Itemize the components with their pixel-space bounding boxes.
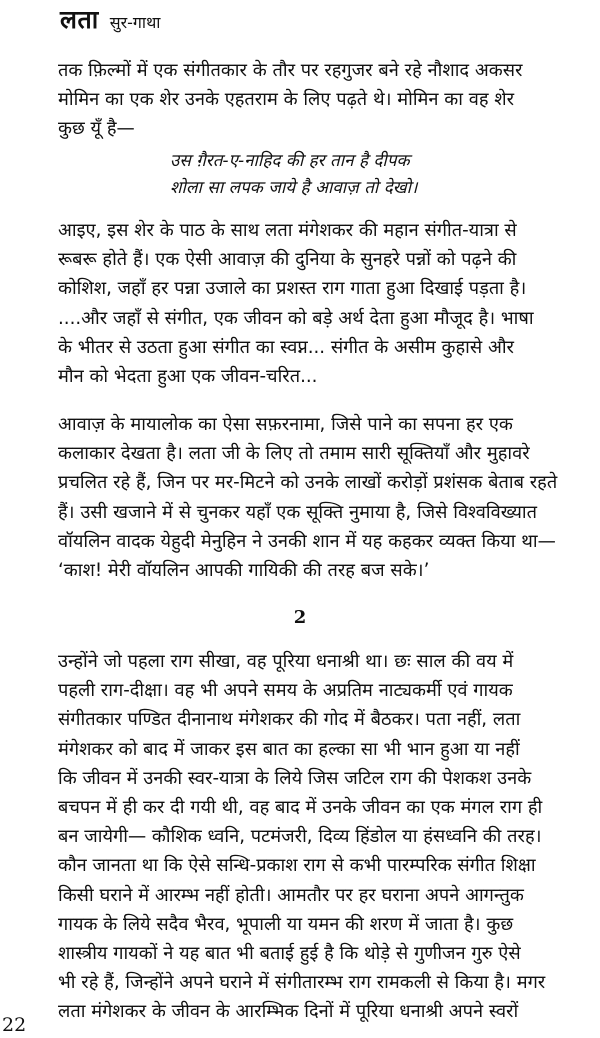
text-line: कि जीवन में उनकी स्वर-यात्रा के लिये जिस जटिल राग की पेशकश उनके	[58, 767, 532, 789]
running-header	[60, 2, 160, 36]
text-line: प्रचलित रहे हैं, जिन पर मर-मिटने को उनके लाखों करोड़ों प्रशंसक बेताब रहते	[58, 472, 558, 494]
text-line: मौन को भेदता हुआ एक जीवन-चरित...	[58, 365, 318, 387]
text-line: कलाकार देखता है। लता जी के लिए तो तमाम सारी सूक्तियाँ और मुहावरे	[58, 443, 530, 465]
section-number: 2	[293, 607, 307, 628]
book-title: लता	[60, 5, 99, 34]
paragraph-intro	[58, 56, 596, 144]
paragraph-four	[58, 647, 596, 1026]
text-line: शास्त्रीय गायकों ने यह बात भी बताई हुई है कि थोड़े से गुणीजन गुरु ऐसे	[58, 942, 521, 964]
page-number: 22	[2, 1014, 27, 1036]
text-line: भी रहे हैं, जिन्होंने अपने घराने में संगीतारम्भ राग रामकली से किया है। मगर	[58, 972, 546, 994]
text-line: पहली राग-दीक्षा। वह भी अपने समय के अप्रतिम नाट्यकर्मी एवं गायक	[58, 680, 513, 702]
text-line: संगीतकार पण्डित दीनानाथ मंगेशकर की गोद में बैठकर। पता नहीं, लता	[58, 709, 521, 731]
text-line: कोशिश, जहाँ हर पन्ना उजाले का प्रशस्त राग गाता हुआ दिखाई पड़ता है।	[58, 278, 527, 300]
text-line: उन्होंने जो पहला राग सीखा, वह पूरिया धनाश्री था। छः साल की वय में	[58, 651, 514, 672]
text-line: के भीतर से उठता हुआ संगीत का स्वप्न... संगीत के असीम कुहासे और	[58, 336, 514, 358]
couplet-line: शोला सा लपक जाये है आवाज़ तो देखो।	[170, 178, 418, 198]
text-line: कुछ यूँ है—	[58, 118, 135, 140]
text-line: लता मंगेशकर के जीवन के आरम्भिक दिनों में पूरिया धनाश्री अपने स्वरों	[58, 1001, 519, 1023]
text-line: हैं। उसी खजाने में से चुनकर यहाँ एक सूक्ति नुमाया है, जिसे विश्वविख्यात	[58, 501, 537, 523]
book-subtitle: सुर-गाथा	[109, 13, 161, 32]
paragraph-two	[58, 216, 596, 391]
text-line: आइए, इस शेर के पाठ के साथ लता मंगेशकर की महान संगीत-यात्रा से	[58, 220, 517, 241]
text-line: आवाज़ के मायालोक का ऐसा सफ़रनामा, जिसे पाने का सपना हर एक	[58, 414, 513, 435]
text-line: मोमिन का एक शेर उनके एहतराम के लिए पढ़ते थे। मोमिन का वह शेर	[58, 89, 515, 111]
text-line: रूबरू होते हैं। एक ऐसी आवाज़ की दुनिया के सुनहरे पन्नों को पढ़ने की	[58, 249, 517, 271]
couplet-line: उस ग़ैरत-ए-नाहिद की हर तान है दीपक	[170, 151, 410, 171]
text-line: मंगेशकर को बाद में जाकर इस बात का हल्का सा भी भान हुआ या नहीं	[58, 738, 520, 760]
text-line: कौन जानता था कि ऐसे सन्धि-प्रकाश राग से कभी पारम्परिक संगीत शिक्षा	[58, 855, 536, 877]
text-line: ‘काश! मेरी वॉयलिन आपकी गायिकी की तरह बज सके।’	[58, 559, 430, 581]
text-line: ....और जहाँ से संगीत, एक जीवन को बड़े अर्थ देता हुआ मौजूद है। भाषा	[58, 307, 534, 329]
text-line: बचपन में ही कर दी गयी थी, वह बाद में उनके जीवन का एक मंगल राग ही	[58, 796, 543, 818]
text-line: किसी घराने में आरम्भ नहीं होती। आमतौर पर हर घराना अपने आगन्तुक	[58, 884, 524, 906]
paragraph-three	[58, 410, 596, 585]
couplet	[170, 148, 550, 202]
text-line: गायक के लिये सदैव भैरव, भूपाली या यमन की शरण में जाता है। कुछ	[58, 913, 514, 935]
text-line: वॉयलिन वादक येहुदी मेनुहिन ने उनकी शान में यह कहकर व्यक्त किया था—	[58, 530, 556, 552]
text-line: बन जायेगी— कौशिक ध्वनि, पटमंजरी, दिव्य हिंडोल या हंसध्वनि की तरह।	[58, 826, 542, 848]
text-line: तक फ़िल्मों में एक संगीतकार के तौर पर रहगुजर बने रहे नौशाद अकसर	[58, 60, 523, 81]
